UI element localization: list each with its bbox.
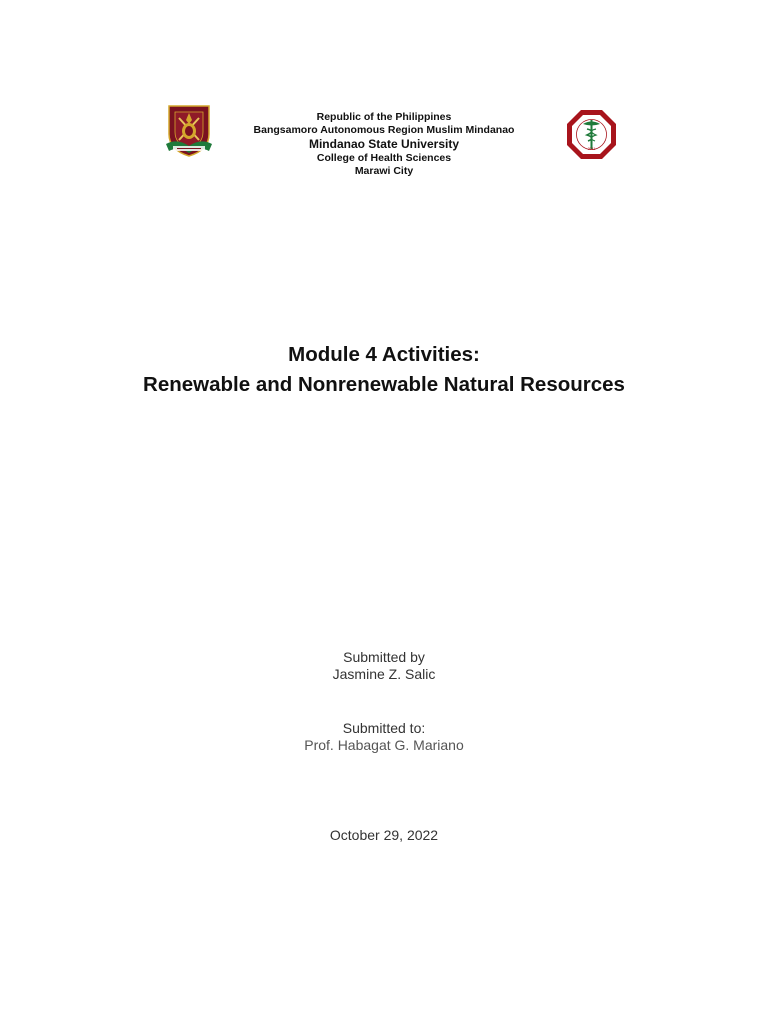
submitted-to-name: Prof. Habagat G. Mariano xyxy=(304,737,464,753)
letterhead xyxy=(0,111,768,178)
submitted-by-block xyxy=(0,649,768,683)
letterhead-college: College of Health Sciences xyxy=(316,152,452,164)
document-title xyxy=(0,340,768,400)
letterhead-university: Mindanao State University xyxy=(308,137,460,151)
submitted-to-block xyxy=(0,720,768,754)
submitted-by-name: Jasmine Z. Salic xyxy=(332,666,436,682)
title-line-1: Module 4 Activities: xyxy=(288,343,480,366)
letterhead-country: Republic of the Philippines xyxy=(316,111,452,123)
title-line-2: Renewable and Nonrenewable Natural Resources xyxy=(143,373,625,396)
seal-year: 2011 xyxy=(587,147,596,151)
letterhead-region: Bangsamoro Autonomous Region Muslim Mindanao xyxy=(253,124,515,136)
submitted-to-label: Submitted to: xyxy=(342,720,426,736)
submission-date: October 29, 2022 xyxy=(329,827,439,843)
submitted-by-label: Submitted by xyxy=(343,649,425,665)
letterhead-city: Marawi City xyxy=(354,165,414,177)
